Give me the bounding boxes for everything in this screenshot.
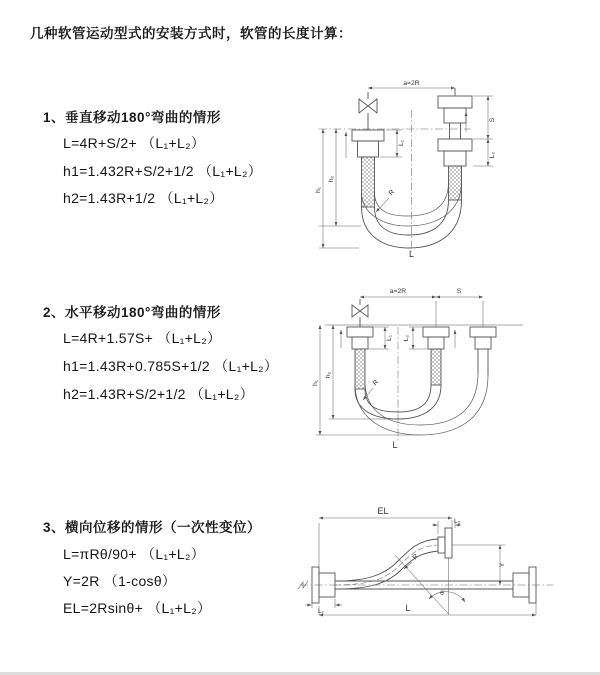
dim-label-l2: L₂ [454,518,461,525]
dim-label-l1: L₁ [386,334,393,342]
dim-label-s: S [489,117,496,123]
page-title: 几种软管运动型式的安装方式时，软管的长度计算： [30,26,352,41]
section-2-formula-h1: h1=1.43R+0.785S+1/2 （L₁+L₂） [63,358,279,374]
diagram-horizontal-180-bend [305,278,600,455]
dim-label-l2: L₂ [403,334,410,342]
hose-assembly-drawing [352,88,472,248]
section-3-formula-EL: EL=2Rsinθ+ （L₁+L₂） [63,600,212,616]
dim-label-h1: h₁ [315,186,322,194]
section-1-formula-h2: h2=1.43R+1/2 （L₁+L₂） [63,190,224,206]
dim-label-el: EL [377,506,389,516]
hose-assembly-drawing [325,299,523,435]
section-2-formula-h2: h2=1.43R+S/2+1/2 （L₁+L₂） [63,386,254,402]
dim-label-theta: θ [440,590,444,597]
section-3-formula-Y: Y=2R （1-cosθ） [63,573,177,589]
dim-label-s: S [456,288,462,295]
dim-label-r: R [387,188,397,198]
dimension-lines [319,88,493,252]
dim-label-l: L [392,440,398,450]
diagram-lateral-displacement [295,498,600,655]
section-2-heading: 2、水平移动180°弯曲的情形 [43,305,221,320]
braided-hose-section [362,157,375,207]
dim-label-r: R [411,552,421,562]
valve-icon [359,99,377,113]
dim-label-l: L [405,603,411,613]
dim-label-r: R [371,378,381,388]
section-2-formula-L: L=4R+1.57S+ （L₁+L₂） [63,330,222,346]
angle-arc [429,592,465,602]
flange [445,528,452,558]
diagram-vertical-180-bend [305,72,595,258]
dimension-lines [316,297,483,442]
dim-label-l1: L₁ [398,139,405,147]
dim-label-h2: h₂ [325,371,332,379]
section-1-formula-L: L=4R+S/2+ （L₁+L₂） [63,135,206,151]
dim-label-a2r: a=2R [403,80,420,87]
section-1-formula-h1: h1=1.432R+S/2+1/2 （L₁+L₂） [63,163,263,179]
dim-label-l2: L₂ [489,151,496,159]
dim-label-l: L [408,249,415,259]
dim-label-l1: L₁ [317,608,325,615]
valve-icon [352,305,368,317]
dim-label-a2r: a=2R [389,288,407,295]
dimension-lines [300,518,553,615]
braided-hose-section [431,349,441,385]
section-3-heading: 3、横向位移的情形（一次性变位） [43,520,262,535]
section-1-heading: 1、垂直移动180°弯曲的情形 [43,110,221,125]
dim-label-y: Y [499,562,506,568]
braided-hose-section [355,349,365,389]
section-3-formula-L: L=πRθ/90+ （L₁+L₂） [63,546,206,562]
dim-label-h2: h₂ [328,175,335,183]
dim-label-h1: h₁ [312,379,319,387]
